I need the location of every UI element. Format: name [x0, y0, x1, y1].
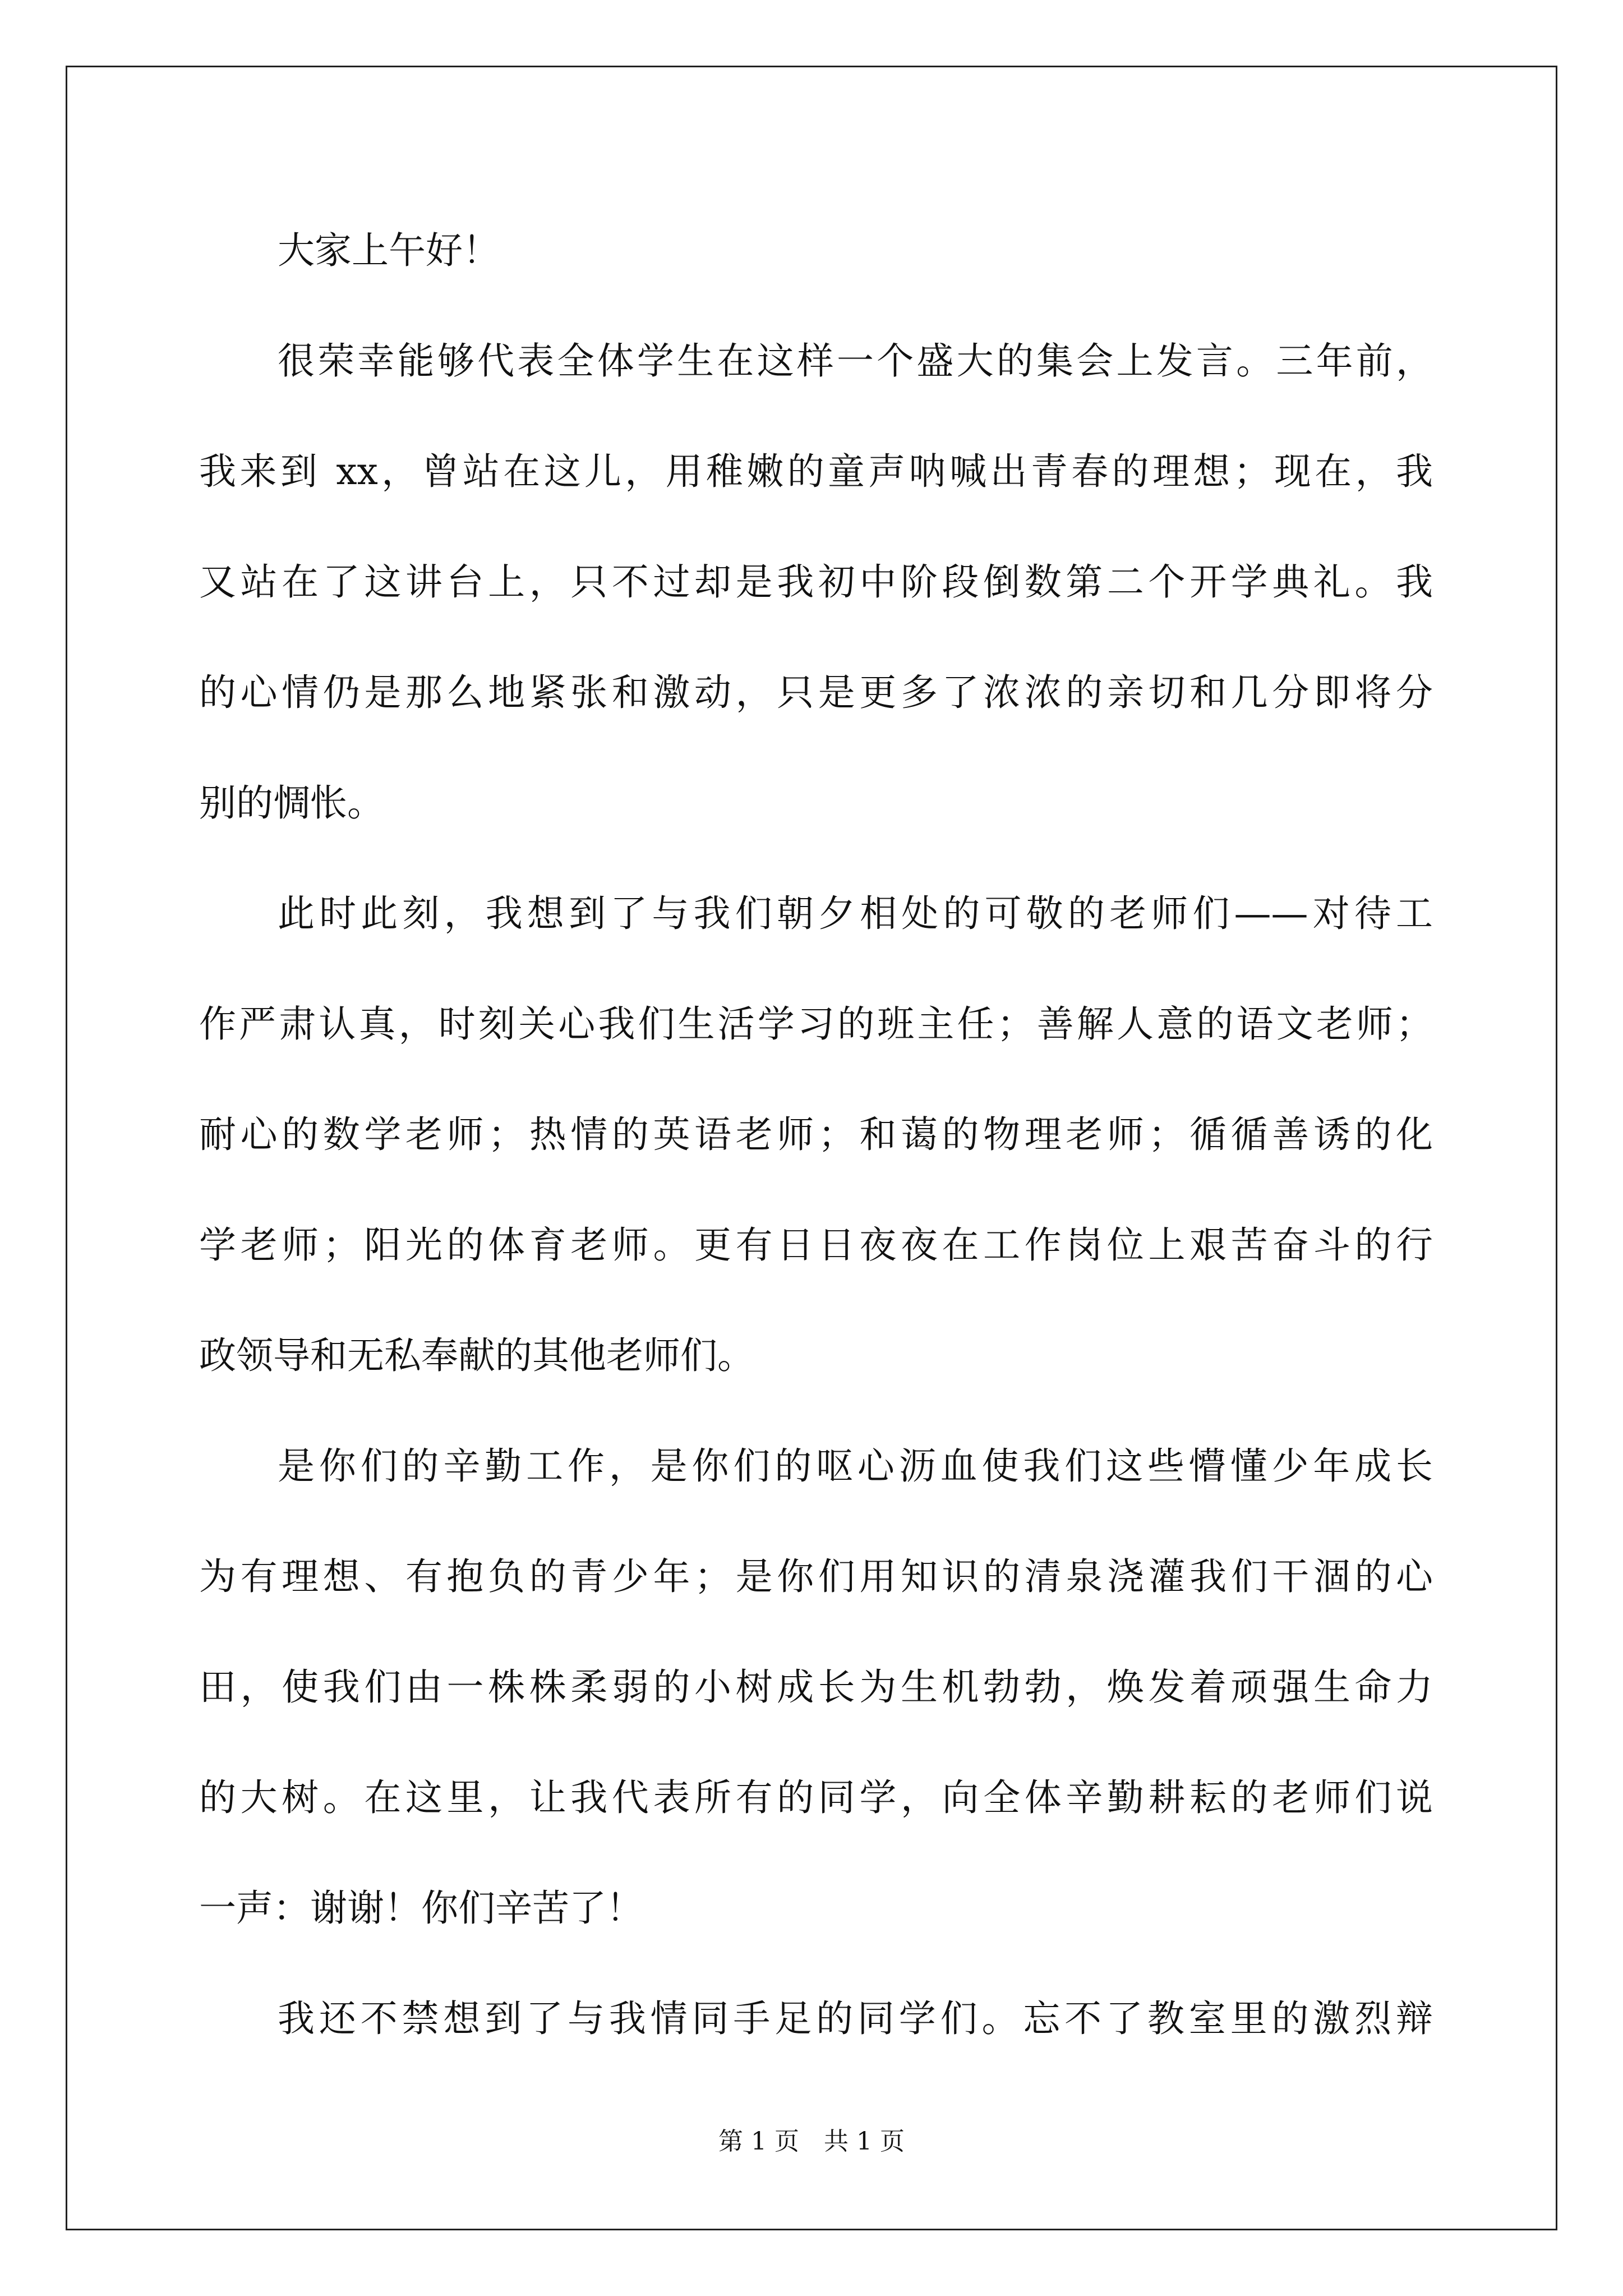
document-body	[199, 220, 1433, 2099]
text-line: 此时此刻，我想到了与我们朝夕相处的可敬的老师们——对待工	[278, 892, 1433, 935]
text-line: 一声：谢谢！你们辛苦了！	[199, 1887, 643, 1930]
text-line: 田，使我们由一株株柔弱的小树成长为生机勃勃，焕发着顽强生命力	[199, 1665, 1433, 1709]
text-line: 为有理想、有抱负的青少年；是你们用知识的清泉浇灌我们干涸的心	[199, 1555, 1433, 1598]
text-line: 我来到 xx，曾站在这儿，用稚嫩的童声呐喊出青春的理想；现在，我	[199, 450, 1433, 493]
page-footer: 第 1 页 共 1 页	[718, 2127, 905, 2156]
text-line: 又站在了这讲台上，只不过却是我初中阶段倒数第二个开学典礼。我	[199, 560, 1433, 604]
text-line: 我还不禁想到了与我情同手足的同学们。忘不了教室里的激烈辩	[278, 1997, 1433, 2040]
text-line: 耐心的数学老师；热情的英语老师；和蔼的物理老师；循循善诱的化	[199, 1113, 1433, 1156]
text-line: 的心情仍是那么地紧张和激动，只是更多了浓浓的亲切和几分即将分	[199, 671, 1433, 714]
text-line: 很荣幸能够代表全体学生在这样一个盛大的集会上发言。三年前，	[278, 339, 1433, 383]
text-line: 学老师；阳光的体育老师。更有日日夜夜在工作岗位上艰苦奋斗的行	[199, 1223, 1433, 1267]
text-line: 作严肃认真，时刻关心我们生活学习的班主任；善解人意的语文老师；	[199, 1002, 1433, 1046]
text-line: 别的惆怅。	[199, 781, 384, 825]
text-line: 是你们的辛勤工作，是你们的呕心沥血使我们这些懵懂少年成长	[278, 1444, 1433, 1488]
text-line: 政领导和无私奉献的其他老师们。	[199, 1334, 754, 1377]
text-line: 大家上午好！	[278, 229, 500, 272]
text-line: 的大树。在这里，让我代表所有的同学，向全体辛勤耕耘的老师们说	[199, 1776, 1433, 1819]
